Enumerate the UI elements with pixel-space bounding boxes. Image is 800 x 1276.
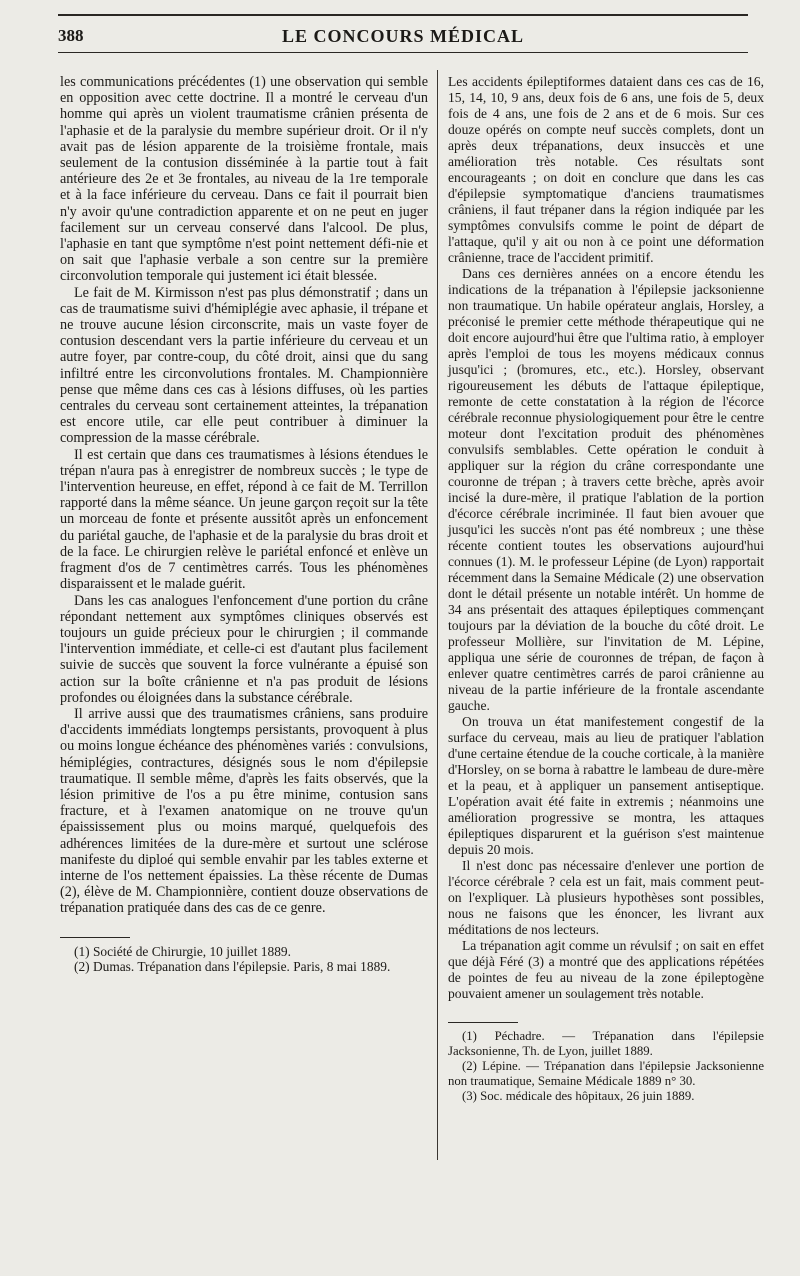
paragraph: les communications précédentes (1) une observation qui semble en opposition avec cette doctrine. Il a montré le cerveau d'un homme qui après un violent traumatisme crânien présenta de l'aphasie et de la paralysie du membre supérieur droit. Or il n'y avait pas de lésion apparente de la troisième frontale, mais seulement de la contusion disséminée à la partie tout à fait antérieure des 2e et 3e frontales, au niveau de la 1re temporale et à la face inférieure du cerveau. Dans ce fait il pourrait bien n'y avoir qu'une contradiction apparente et on ne peut en juger facilement sur un cerveau conservé dans l'alcool. De plus, l'aphasie en tant que symptôme n'est point nettement défi-nie et on sait que l'aphasie verbale a son centre sur la première circonvolution temporale qui justement ici était blessée. (60, 74, 428, 285)
paragraph: Il arrive aussi que des traumatismes crâniens, sans produire d'accidents immédiats longtemps persistants, provoquent à plus ou moins longue échéance des phénomènes variés : convulsions, hémiplégies, contractures, désignés sous le nom d'épilepsie traumatique. Il semble même, d'après les faits observés, que la lésion primitive de l'os a pu être minime, contusion sans fracture, et à l'examen anatomique on ne trouve qu'un épaississement plus ou moins marqué, quelquefois des adhérences limitées de la dure-mère et surtout une sclérose manifeste du diploé qui semble envahir par les tables externe et interne de l'os nettement épaissies. La thèse récente de Dumas (2), élève de M. Championnière, contient douze observations de trépanation pratiquée dans des cas de ce genre. (60, 705, 428, 917)
paragraph: Dans les cas analogues l'enfoncement d'une portion du crâne répondant nettement aux symptômes cliniques observés est toujours un guide précieux pour le chirurgien ; il commande l'intervention immédiate, et celle-ci est d'autant plus facilement suivie de succès que souvent la force vulnérante a épuisé son action sur la boîte crânienne et n'a pas produit de lésions profondes ou éloignées dans la substance cérébrale. (60, 592, 428, 706)
page-number: 388 (58, 26, 84, 45)
paragraph: Dans ces dernières années on a encore étendu les indications de la trépanation à l'épilepsie jacksonienne non traumatique. Un habile opérateur anglais, Horsley, a préconisé le premier cette méthode thérapeutique qui ne doit encore aujourd'hui être que l'ultima ratio, à employer après l'emploi de tous les moyens médicaux connus jusqu'ici ; (bromures, etc., etc.). Horsley, observant rigoureusement les débuts de l'attaque épileptique, remonte de cette constatation à la région de l'écorce cérébrale reconnue physiologiquement pour être le centre moteur dont l'excitation produit des phénomènes convulsifs semblables. Cette opération le conduit à appliquer sur la région du crâne correspondante une couronne de trépan ; à travers cette brèche, après avoir incisé la dure-mère, il pratique l'ablation de la portion d'écorce cérébrale incriminée. Il faut bien avouer que jusqu'ici les succès n'ont pas été nombreux ; une thèse récente contient toutes les observations aujourd'hui connues (1). M. le professeur Lépine (de Lyon) rapportait récemment dans la Semaine Médicale (2) une observation dont le détail présente un notable intérêt. Un homme de 34 ans présentait des attaques épileptiques commençant toujours par la déviation de la bouche du côté droit. Le professeur Mollière, sur l'invitation de M. Lépine, appliqua une série de couronnes de trépan, de façon à enlever quatre centimètres carrés de paroi crânienne au niveau de la partie inférieure de la frontale ascendante gauche. (448, 266, 764, 713)
header-rule (58, 52, 748, 53)
paragraph: La trépanation agit comme un révulsif ; on sait en effet que déjà Féré (3) a montré que des applications répétées de pointes de feu au niveau de la zone épileptogène pouvaient amener un soulagement très notable. (448, 938, 764, 1001)
paragraph: Il n'est donc pas nécessaire d'enlever une portion de l'écorce cérébrale ? cela est un fait, mais comment peut-on l'expliquer. Là plusieurs hypothèses sont possibles, nous ne faisons que les énoncer, les livrant aux méditations de nos lecteurs. (448, 858, 764, 937)
top-rule (58, 14, 748, 16)
footnote: (2) Dumas. Trépanation dans l'épilepsie. Paris, 8 mai 1889. (74, 959, 391, 975)
footnotes-right (448, 1029, 764, 1104)
footnote: (1) Société de Chirurgie, 10 juillet 1889. (74, 943, 291, 959)
left-column (60, 74, 428, 975)
footnotes-left (60, 944, 428, 975)
journal-title: LE CONCOURS MÉDICAL (281, 26, 525, 46)
paragraph: Le fait de M. Kirmisson n'est pas plus démonstratif ; dans un cas de traumatisme suivi d'hémiplégie avec aphasie, il trépane et ne trouve aucune lésion circonscrite, mais un vaste foyer de contusion descendant vers la partie inférieure du cerveau et un autre foyer, par contre-coup, du côté droit, ainsi que du sang infiltré entre les circonvolutions frontales. M. Championnière pense que même dans ces cas à lésions diffuses, où les parties centrales du cerveau sont certainement atteintes, la trépanation est encore utile, car elle peut contribuer à diminuer la compression de la masse cérébrale. (60, 284, 428, 447)
footnote: (3) Soc. médicale des hôpitaux, 26 juin 1889. (462, 1089, 695, 1103)
paragraph: Il est certain que dans ces traumatismes à lésions étendues le trépan n'aura pas à enregistrer de nombreux succès ; le type de l'intervention heureuse, en effet, répond à ce fait de M. Terrillon rapporté dans la même séance. Un jeune garçon reçoit sur la tête un morceau de fonte et présente aussitôt après un enfoncement du pariétal gauche, de l'aphasie et de la paralysie du bras droit et de la face. Le chirurgien relève le pariétal enfoncé et enlève un fragment d'os de 7 centimètres carrés. Tous les phénomènes disparaissent et le malade guérit. (60, 446, 428, 593)
right-column (448, 74, 764, 1104)
footnote-rule (448, 1022, 518, 1023)
column-divider (437, 70, 438, 1160)
paragraph: On trouva un état manifestement congestif de la surface du cerveau, mais au lieu de pratiquer l'ablation d'une certaine étendue de la couche corticale, à la manière d'Horsley, on se borna à rabattre le lambeau de dure-mère et la peau, et à appliquer un pansement antiseptique. L'opération avait été faite in extremis ; néanmoins une amélioration progressive se montra, les attaques épileptiques disparurent et la guérison s'est maintenue depuis 20 mois. (448, 714, 764, 857)
paragraph: Les accidents épileptiformes dataient dans ces cas de 16, 15, 14, 10, 9 ans, deux fois de 6 ans, une fois de 5, deux fois de 4 ans, une fois de 2 ans et de 6 mois. Sur ces douze opérés on compte neuf succès complets, dont un après deux trépanations, deux insuccès et une amélioration très notable. Ces résultats sont encourageants ; on doit en conclure que dans les cas d'épilepsie symptomatique d'anciens traumatismes crâniens, il faut trépaner dans la région indiquée par les symptômes convulsifs comme le point de départ de l'attaque, qu'il y ait ou non à ce point une déformation crânienne, trace de l'accident primitif. (448, 74, 764, 265)
footnote-rule (60, 937, 130, 938)
page-header (58, 26, 748, 54)
footnote: (2) Lépine. — Trépanation dans l'épilepsie Jacksonienne non traumatique, Semaine Médicale 1889 n° 30. (448, 1059, 764, 1088)
footnote: (1) Péchadre. — Trépanation dans l'épilepsie Jacksonienne, Th. de Lyon, juillet 1889. (448, 1029, 764, 1058)
